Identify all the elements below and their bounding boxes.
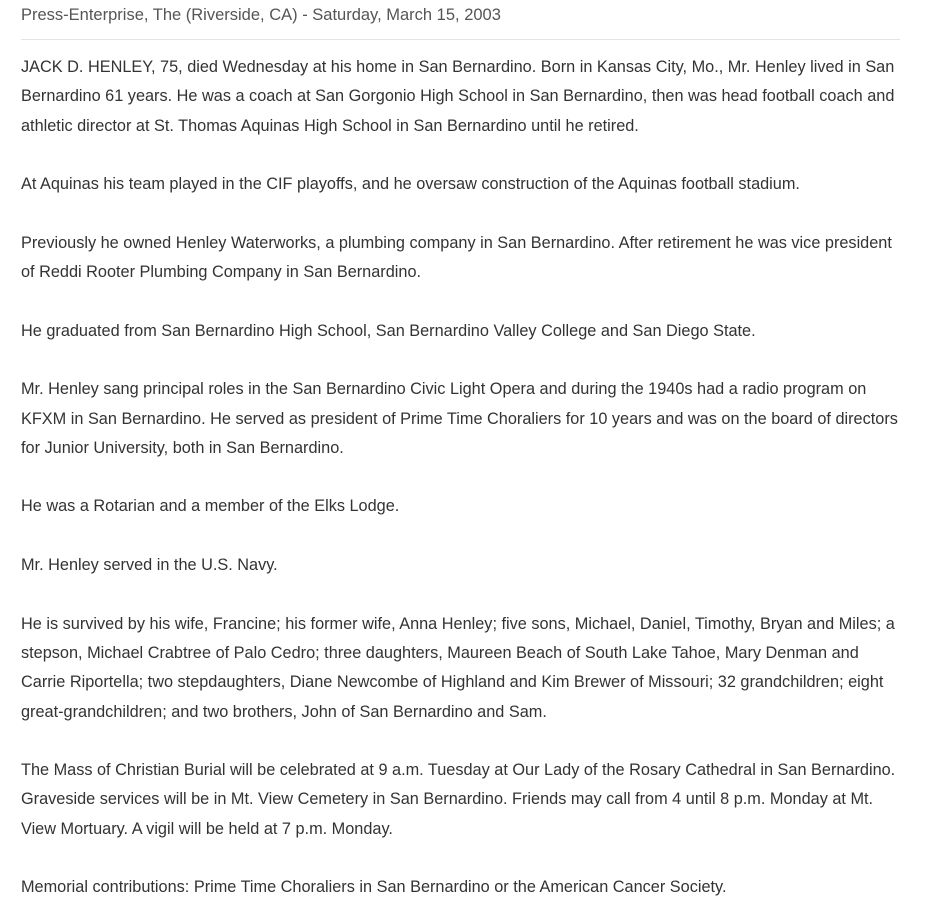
paragraph-memorial: Memorial contributions: Prime Time Choraliers in San Bernardino or the American Cancer Society. — [21, 878, 727, 897]
paragraph-survivors: He is survived by his wife, Francine; his former wife, Anna Henley; five sons, Michael, Daniel, Timothy, Bryan and Miles; a stepson, Michael Crabtree of Palo Cedro; three daughters, Maureen Beach of South Lake Tahoe, Mary Denman and Carrie Riportella; two stepdaughters, Diane Newcombe of Highland and Kim Brewer of Missouri; 32 grandchildren; eight great-grandchildren; and two brothers, John of San Bernardino and Sam. — [21, 614, 895, 721]
paragraph-career: Previously he owned Henley Waterworks, a plumbing company in San Bernardino. After retirement he was vice president of Reddi Rooter Plumbing Company in San Bernardino. — [21, 233, 892, 282]
source-line: Press-Enterprise, The (Riverside, CA) - Saturday, March 15, 2003 — [21, 6, 501, 24]
paragraph-services: The Mass of Christian Burial will be celebrated at 9 a.m. Tuesday at Our Lady of the Rosary Cathedral in San Bernardino. Graveside services will be in Mt. View Cemetery in San Bernardino. Friends may call from 4 until 8 p.m. Monday at Mt. View Mortuary. A vigil will be held at 7 p.m. Monday. — [21, 761, 896, 838]
paragraph-education: He graduated from San Bernardino High School, San Bernardino Valley College and San Diego State. — [21, 321, 756, 340]
paragraph-military: Mr. Henley served in the U.S. Navy. — [21, 556, 278, 575]
paragraph-memberships: He was a Rotarian and a member of the Elks Lodge. — [21, 497, 400, 516]
header-divider — [21, 39, 900, 40]
paragraph-music: Mr. Henley sang principal roles in the San Bernardino Civic Light Opera and during the 1940s had a radio program on KFXM in San Bernardino. He served as president of Prime Time Choraliers for 10 years and was on the board of directors for Junior University, both in San Bernardino. — [21, 380, 898, 457]
paragraph-death-notice: JACK D. HENLEY, 75, died Wednesday at his home in San Bernardino. Born in Kansas City, Mo., Mr. Henley lived in San Bernardino 61 years. He was a coach at San Gorgonio High School in San Bernardino, then was head football coach and athletic director at St. Thomas Aquinas High School in San Bernardino until he retired. — [21, 58, 895, 135]
paragraph-aquinas: At Aquinas his team played in the CIF playoffs, and he oversaw construction of the Aquinas football stadium. — [21, 175, 800, 194]
obituary-article — [21, 53, 900, 903]
